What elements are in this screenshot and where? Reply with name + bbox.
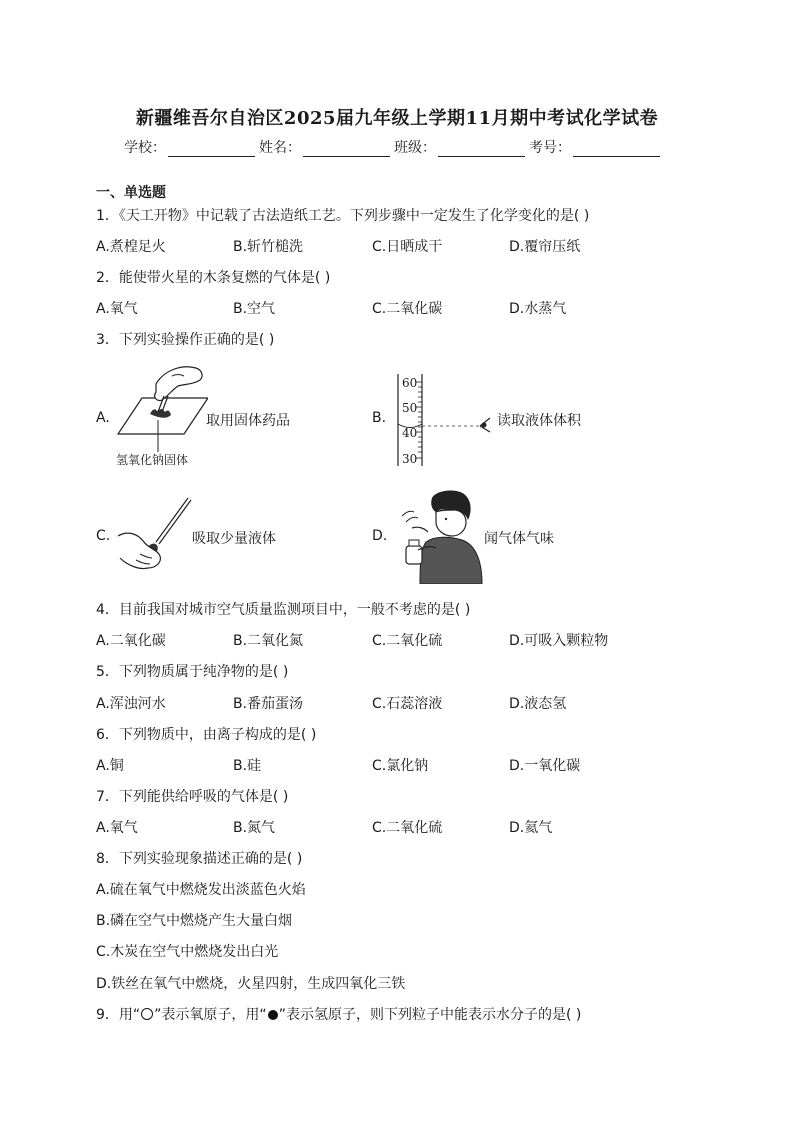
q3-option-c-text: 吸取少量液体 — [192, 531, 276, 547]
section-heading: 一、单选题 — [96, 185, 166, 201]
q2-option-c[interactable]: C.二氧化碳 — [372, 301, 443, 317]
class-label: 班级： — [394, 140, 436, 156]
q3-option-a-label[interactable]: A. — [96, 410, 110, 426]
q4-option-d[interactable]: D.可吸入颗粒物 — [509, 633, 609, 649]
q7-option-d[interactable]: D.氦气 — [509, 820, 553, 836]
exam-title: 新疆维吾尔自治区2025届九年级上学期11月期中考试化学试卷 — [135, 108, 659, 129]
q8-option-c[interactable]: C.木炭在空气中燃烧发出白光 — [96, 944, 279, 960]
cylinder-tick-30: 30 — [402, 452, 418, 466]
q4-option-b[interactable]: B.二氧化氮 — [233, 633, 304, 649]
q3-figure-a-label: 氢氧化钠固体 — [116, 453, 189, 467]
q3-option-d-label[interactable]: D. — [372, 528, 388, 544]
q5-option-c[interactable]: C.石蕊溶液 — [372, 696, 443, 712]
q4-option-c[interactable]: C.二氧化硫 — [372, 633, 443, 649]
q8-option-a[interactable]: A.硫在氧气中燃烧发出淡蓝色火焰 — [96, 882, 306, 898]
q8-option-b[interactable]: B.磷在空气中燃烧产生大量白烟 — [96, 913, 293, 929]
q3-figure-c-dropper — [114, 496, 194, 576]
q7-option-c[interactable]: C.二氧化硫 — [372, 820, 443, 836]
school-field — [124, 137, 257, 157]
question-3-stem: 3．下列实验操作正确的是( ) — [96, 332, 275, 348]
q3-figure-d-smelling-gas — [396, 488, 484, 584]
exam-number-blank[interactable] — [573, 140, 660, 157]
q1-option-d[interactable]: D.覆帘压纸 — [509, 239, 581, 255]
hand-dropper-illustration — [114, 496, 194, 576]
q1-option-b[interactable]: B.斩竹槌洗 — [233, 239, 304, 255]
question-5-stem: 5．下列物质属于纯净物的是( ) — [96, 664, 289, 680]
cylinder-tick-50: 50 — [402, 401, 418, 415]
question-4-stem: 4．目前我国对城市空气质量监测项目中，一般不考虑的是( ) — [96, 602, 471, 618]
question-9-stem — [96, 1004, 581, 1024]
q3-option-c-label[interactable]: C. — [96, 528, 111, 544]
q5-option-a[interactable]: A.浑浊河水 — [96, 696, 166, 712]
question-1-stem: 1．《天工开物》中记载了古法造纸工艺。下列步骤中一定发生了化学变化的是( ) — [96, 208, 590, 224]
name-field — [259, 137, 392, 157]
q5-option-d[interactable]: D.液态氢 — [509, 696, 567, 712]
school-blank[interactable] — [168, 140, 255, 157]
student-info-row — [124, 137, 664, 157]
q1-option-a[interactable]: A.煮楻足火 — [96, 239, 166, 255]
q7-option-a[interactable]: A.氧气 — [96, 820, 138, 836]
q9-text-part3: ”表示氢原子，则下列粒子中能表示水分子的是( ) — [278, 1007, 582, 1023]
q5-option-b[interactable]: B.番茄蛋汤 — [233, 696, 304, 712]
q6-option-a[interactable]: A.铜 — [96, 758, 124, 774]
q1-option-c[interactable]: C.日晒成干 — [372, 239, 443, 255]
question-8-stem: 8．下列实验现象描述正确的是( ) — [96, 851, 303, 867]
q9-text-part1: 9．用“ — [96, 1007, 141, 1023]
q7-option-b[interactable]: B.氮气 — [233, 820, 276, 836]
name-blank[interactable] — [303, 140, 390, 157]
class-blank[interactable] — [438, 140, 525, 157]
name-label: 姓名： — [259, 140, 301, 156]
cylinder-tick-40: 40 — [402, 426, 418, 440]
hydrogen-atom-dot-icon — [268, 1010, 278, 1020]
boy-smelling-gas-illustration — [396, 488, 484, 584]
q2-option-d[interactable]: D.水蒸气 — [509, 301, 567, 317]
cylinder-tick-60: 60 — [402, 376, 418, 390]
q2-option-b[interactable]: B.空气 — [233, 301, 276, 317]
exam-number-label: 考号： — [529, 140, 571, 156]
q9-text-part2: ”表示氧原子，用“ — [154, 1007, 267, 1023]
q3-option-b-label[interactable]: B. — [372, 410, 387, 426]
class-field — [394, 137, 527, 157]
q4-option-a[interactable]: A.二氧化碳 — [96, 633, 166, 649]
q6-option-c[interactable]: C.氯化钠 — [372, 758, 429, 774]
school-label: 学校： — [124, 140, 166, 156]
question-7-stem: 7．下列能供给呼吸的气体是( ) — [96, 789, 289, 805]
q8-option-d[interactable]: D.铁丝在氧气中燃烧，火星四射，生成四氧化三铁 — [96, 976, 406, 992]
q3-option-a-text: 取用固体药品 — [206, 413, 290, 429]
q3-option-d-text: 闻气体气味 — [484, 531, 554, 547]
q6-option-b[interactable]: B.硅 — [233, 758, 262, 774]
q3-option-b-text: 读取液体体积 — [497, 413, 581, 429]
question-6-stem: 6．下列物质中，由离子构成的是( ) — [96, 727, 317, 743]
exam-number-field — [529, 137, 662, 157]
q2-option-a[interactable]: A.氧气 — [96, 301, 138, 317]
question-2-stem: 2．能使带火星的木条复燃的气体是( ) — [96, 270, 331, 286]
q6-option-d[interactable]: D.一氧化碳 — [509, 758, 581, 774]
oxygen-atom-circle-icon — [141, 1008, 153, 1020]
